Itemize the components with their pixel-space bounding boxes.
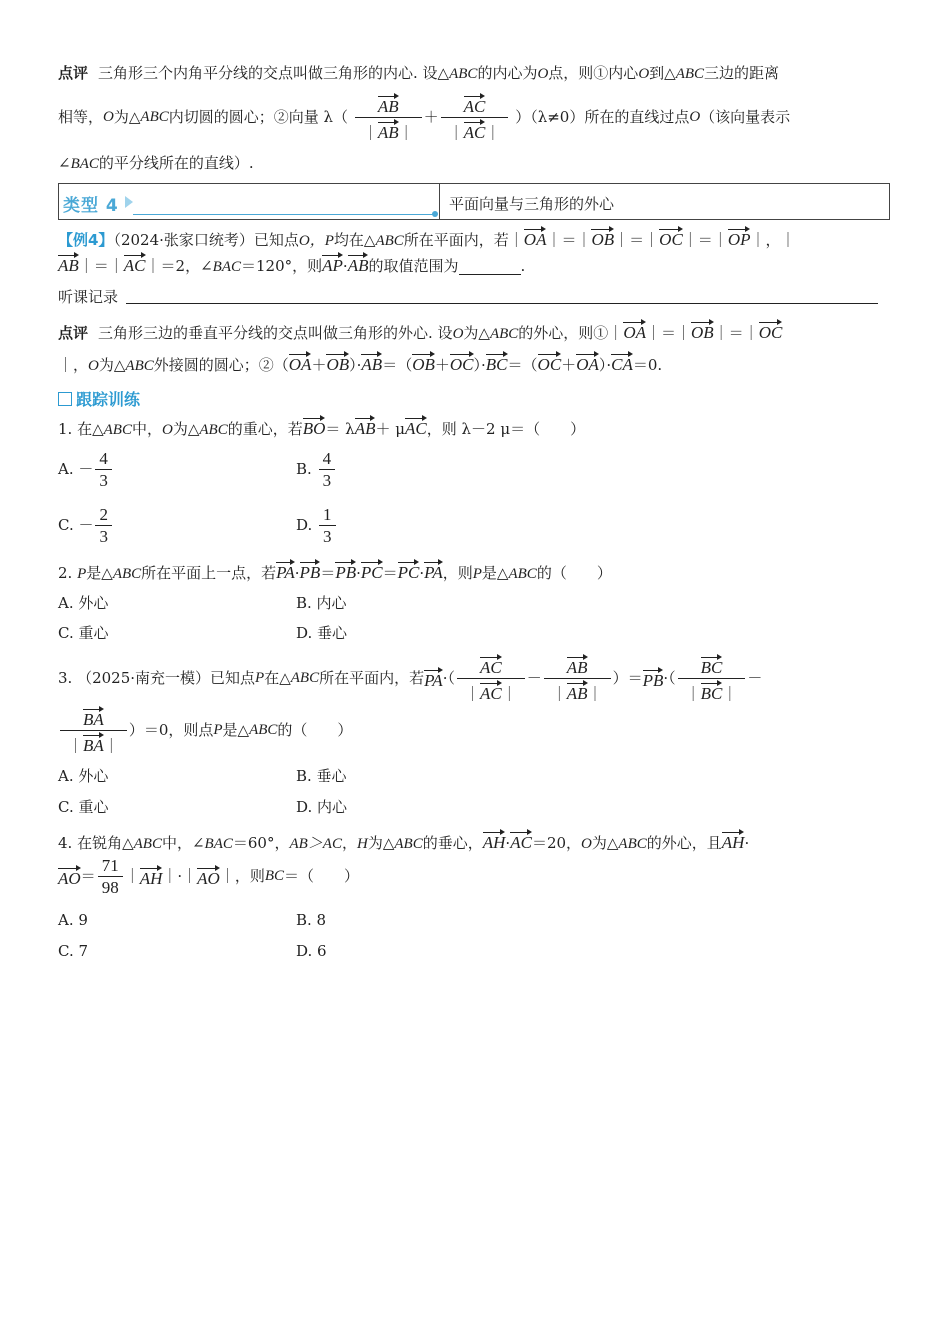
q3-stem-line2: $\frac{BA}{|BA|}$ ）＝0，则点P是△ABC的（ ） <box>58 707 352 754</box>
review2-line2: ｜，O为△ABC外接圆的圆心；②（OA＋OB）·AB＝（OB＋OC）·BC＝（OC＋OA）·CA＝0. <box>58 352 662 374</box>
q2-option-c[interactable]: C. 重心 <box>58 624 109 642</box>
review2-label: 点评 <box>58 324 89 342</box>
q3-option-b[interactable]: B. 垂心 <box>296 767 347 785</box>
example-line2: AB｜＝｜AC｜＝2，∠BAC＝120°，则AP·AB的取值范围为 . <box>58 253 525 275</box>
q3-stem-line1: 3. （2025·南充一模）已知点P在△ABC所在平面内，若PA·（ $\frac{AC}{|AC|}$ － $\frac{AB}{|AB|}$ ）＝PB·（ $\frac{BC}{|BC|}$ － <box>58 655 762 702</box>
review1-label: 点评 <box>58 64 89 82</box>
practice-header: 跟踪训练 <box>58 392 140 408</box>
type-tag: 类型 4 <box>63 196 119 216</box>
q4-option-c[interactable]: C. 7 <box>58 942 89 960</box>
q2-option-b[interactable]: B. 内心 <box>296 594 347 612</box>
answer-blank[interactable] <box>459 260 521 275</box>
type-banner <box>58 183 890 220</box>
review1-line3: ∠BAC的平分线所在的直线）. <box>58 154 254 172</box>
q1-option-d[interactable]: D. $\frac{1}{3}$ <box>296 506 338 545</box>
example-line1: 【例4】（2024·张家口统考）已知点O，P均在△ABC所在平面内，若｜OA｜＝｜OB｜＝｜OC｜＝｜OP｜，｜ <box>58 227 796 249</box>
q2-option-d[interactable]: D. 垂心 <box>296 624 348 642</box>
play-triangle-icon <box>125 196 133 208</box>
q2-option-a[interactable]: A. 外心 <box>58 594 109 612</box>
notes-rule[interactable] <box>126 303 878 304</box>
unit-vector-ac: $\frac{AC}{|AC|}$ <box>441 94 509 141</box>
q1-option-c[interactable]: C. － $\frac{2}{3}$ <box>58 506 114 545</box>
q4-option-d[interactable]: D. 6 <box>296 942 327 960</box>
q4-stem-line1: 4. 在锐角△ABC中，∠BAC＝60°，AB＞AC，H为△ABC的垂心，AH·AC＝20，O为△ABC的外心，且AH· <box>58 830 749 852</box>
q1-option-b[interactable]: B. $\frac{4}{3}$ <box>296 450 337 489</box>
checkbox-icon <box>58 392 72 406</box>
review1-line1: 点评 三角形三个内角平分线的交点叫做三角形的内心. 设△ABC的内心为O点，则①内心O到△ABC三边的距离 <box>58 64 780 82</box>
q1-stem: 1. 在△ABC中，O为△ABC的重心，若BO＝ λAB＋ μAC，则 λ－2 μ＝（ ） <box>58 416 585 438</box>
dot-icon <box>432 211 438 217</box>
review1-line2: 相等，O为△ABC内切圆的圆心；②向量 λ（ $\frac{AB}{|AB|}$ ＋ $\frac{AC}{|AC|}$ ）（λ≠0）所在的直线过点O（该向量表示 <box>58 94 790 141</box>
q3-option-a[interactable]: A. 外心 <box>58 767 109 785</box>
q1-option-a[interactable]: A. － $\frac{4}{3}$ <box>58 450 114 489</box>
q3-option-d[interactable]: D. 内心 <box>296 798 348 816</box>
unit-vector-ab: $\frac{AB}{|AB|}$ <box>355 94 422 141</box>
notes-line <box>58 290 118 305</box>
q2-stem: 2. P是△ABC所在平面上一点，若PA·PB＝PB·PC＝PC·PA，则P是△ABC的（ ） <box>58 560 612 582</box>
q4-option-b[interactable]: B. 8 <box>296 911 327 929</box>
q4-stem-line2: AO＝ $\frac{71}{98}$ ｜AH｜·｜AO｜，则BC＝（ ） <box>58 856 360 897</box>
notes-label: 听课记录 <box>58 288 119 306</box>
type-title: 平面向量与三角形的外心 <box>449 195 615 213</box>
example-label: 【例4】 <box>58 231 114 249</box>
review2-line1: 点评 三角形三边的垂直平分线的交点叫做三角形的外心. 设O为△ABC的外心，则①｜OA｜＝｜OB｜＝｜OC <box>58 320 782 342</box>
q3-option-c[interactable]: C. 重心 <box>58 798 109 816</box>
q4-option-a[interactable]: A. 9 <box>58 911 88 929</box>
